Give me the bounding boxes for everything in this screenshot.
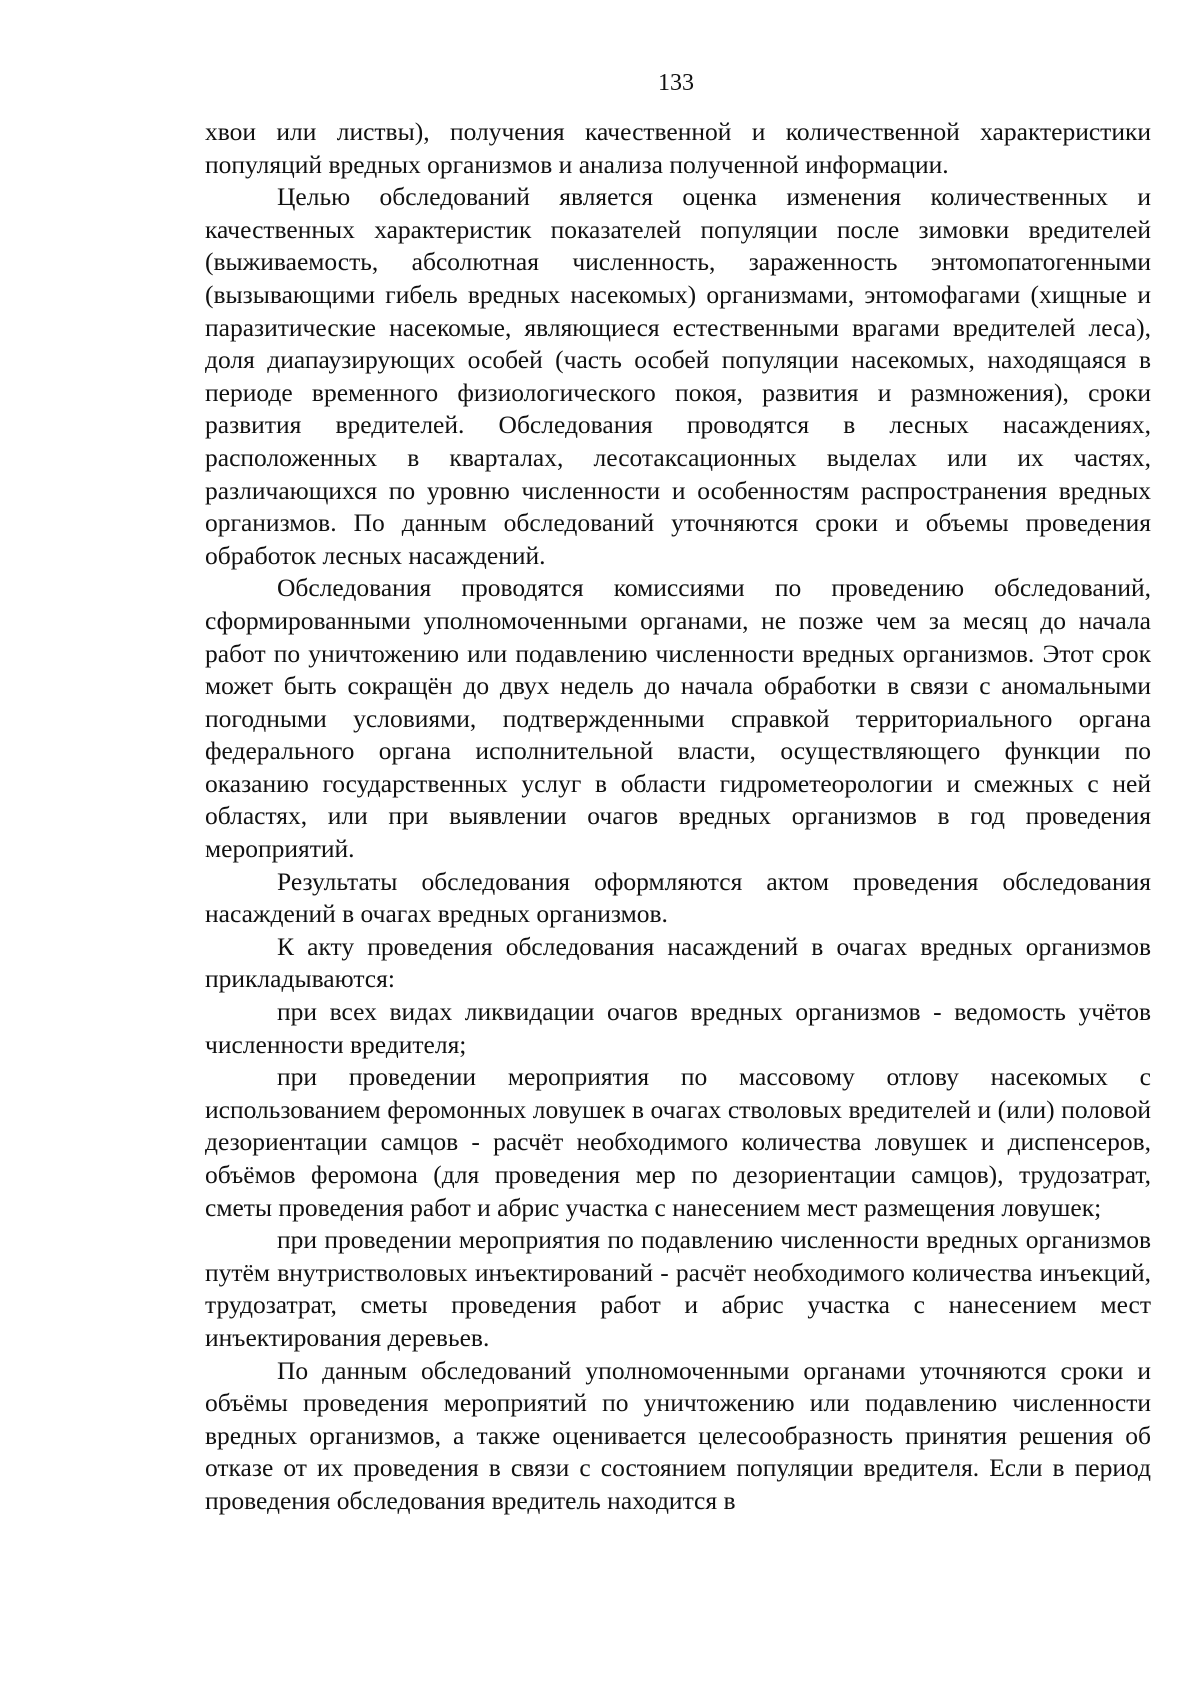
paragraph-timing-volumes: По данным обследований уполномоченными органами уточняются сроки и объёмы проведения мероприятий по уничтожению или подавлению численности вредных организмов, а также оценивается целесообразность принятия решения об отказе от их проведения в связи с состоянием популяции вредителя. Если в период проведения обследования вредитель находится в [205,1355,1151,1515]
list-item-stem-injections: при проведении мероприятия по подавлению численности вредных организмов путём внутристволовых инъектирований - расчёт необходимого количества инъекций, трудозатрат, сметы проведения работ и абрис участка с нанесением мест инъектирования деревьев. [205,1225,1151,1352]
paragraph-continuation: хвои или листвы), получения качественной и количественной характеристики популяций вредных организмов и анализа полученной информации. [205,117,1151,179]
paragraph-survey-results: Результаты обследования оформляются актом проведения обследования насаждений в очагах вредных организмов. [205,866,1151,929]
paragraph-survey-purpose: Целью обследований является оценка изменения количественных и качественных характеристик показателей популяции после зимовки вредителей (выживаемость, абсолютная численность, зараженность энтомопатогенными (вызывающими гибель вредных насекомых) организмами, энтомофагами (хищные и паразитические насекомые, являющиеся естественными врагами вредителей леса), доля диапаузирующих особей (часть особей популяции насекомых, находящаяся в периоде временного физиологического покоя, развития и размножения), сроки развития вредителей. Обследования проводятся в лесных насаждениях, расположенных в кварталах, лесотаксационных выделах или их частях, различающихся по уровню численности и особенностям распространения вредных организмов. По данным обследований уточняются сроки и объемы проведения обработок лесных насаждений. [205,182,1151,570]
list-item-count-statement: при всех видах ликвидации очагов вредных организмов - ведомость учётов численности вредителя; [205,997,1151,1059]
list-item-pheromone-traps: при проведении мероприятия по массовому отлову насекомых с использованием феромонных ловушек в очагах стволовых вредителей и (или) половой дезориентации самцов - расчёт необходимого количества ловушек и диспенсеров, объёмов феромона (для проведения мер по дезориентации самцов), трудозатрат, сметы проведения работ и абрис участка с нанесением мест размещения ловушек; [205,1062,1151,1222]
page-number: 133 [658,70,694,96]
document-body [205,116,1151,1518]
paragraph-survey-commissions: Обследования проводятся комиссиями по проведению обследований, сформированными уполномоченными органами, не позже чем за месяц до начала работ по уничтожению или подавлению численности вредных организмов. Этот срок может быть сокращён до двух недель до начала обработки в связи с аномальными погодными условиями, подтвержденными справкой территориального органа федерального органа исполнительной власти, осуществляющего функции по оказанию государственных услуг в области гидрометеорологии и смежных с ней областях, или при выявлении очагов вредных организмов в год проведения мероприятий. [205,573,1151,864]
paragraph-act-attachments: К акту проведения обследования насаждений в очагах вредных организмов прикладываются: [205,931,1151,994]
